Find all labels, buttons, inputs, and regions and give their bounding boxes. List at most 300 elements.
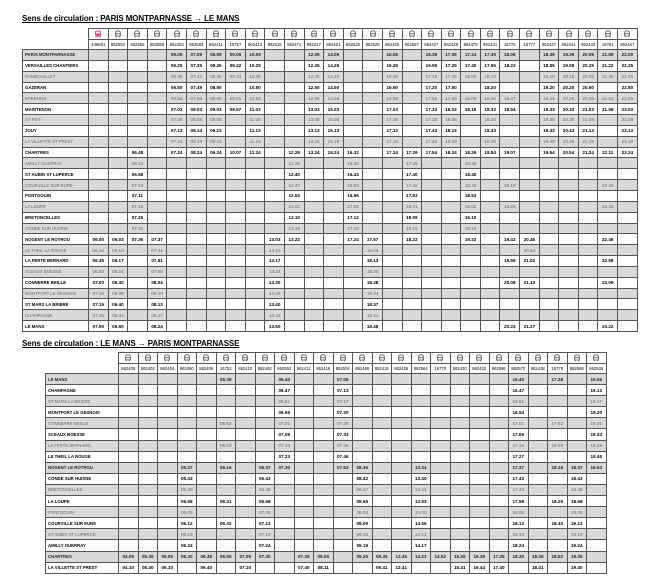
empty-cell: [489, 484, 509, 495]
departure-time: 13.13: [304, 125, 324, 136]
station-name: LA VILLETTE ST PREST: [23, 136, 89, 147]
empty-cell: [197, 473, 217, 484]
empty-cell: [186, 212, 206, 223]
empty-cell: [255, 407, 275, 418]
departure-time: 18.29: [461, 147, 481, 158]
empty-cell: [441, 190, 461, 201]
empty-cell: [206, 169, 226, 180]
empty-cell: [119, 440, 139, 451]
departure-time: 08.19: [186, 136, 206, 147]
empty-cell: [294, 407, 314, 418]
empty-cell: [402, 321, 422, 332]
empty-cell: [480, 299, 500, 310]
empty-cell: [461, 82, 481, 93]
empty-cell: [382, 256, 402, 267]
empty-cell: [461, 136, 481, 147]
empty-cell: [411, 451, 431, 462]
empty-cell: [197, 507, 217, 518]
empty-cell: [275, 484, 295, 495]
departure-time: 18.43: [567, 473, 587, 484]
empty-cell: [520, 310, 540, 321]
departure-time: 21.59: [598, 104, 618, 115]
departure-time: 08.14: [186, 125, 206, 136]
departure-time: 17.35: [402, 158, 422, 169]
empty-cell: [119, 462, 139, 473]
departure-time: 14.17: [411, 540, 431, 551]
departure-time: 06.47: [275, 385, 295, 396]
departure-time: 11.13: [245, 125, 265, 136]
departure-time: 07.33: [333, 429, 353, 440]
station-row: [23, 60, 638, 71]
station-row: [23, 223, 638, 234]
departure-time: 18.13: [363, 256, 383, 267]
departure-time: 17.53: [402, 190, 422, 201]
departure-time: 13.35: [392, 551, 412, 562]
departure-time: 13.36: [265, 288, 285, 299]
empty-cell: [567, 374, 587, 385]
empty-cell: [89, 125, 109, 136]
empty-cell: [392, 540, 412, 551]
empty-cell: [314, 418, 334, 429]
empty-cell: [500, 190, 520, 201]
empty-cell: [470, 429, 490, 440]
departure-time: 22.46: [598, 234, 618, 245]
departure-time: 18.55: [539, 60, 559, 71]
empty-cell: [167, 299, 187, 310]
empty-cell: [108, 50, 128, 61]
train-icon: [567, 353, 587, 364]
empty-cell: [559, 310, 579, 321]
station-name: GAZERAN: [23, 82, 89, 93]
empty-cell: [177, 440, 197, 451]
station-name: PARIS MONTPARNASSE: [23, 50, 89, 61]
empty-cell: [618, 223, 638, 234]
empty-cell: [578, 158, 598, 169]
departure-time: 18.20: [363, 266, 383, 277]
departure-time: 14.50: [324, 82, 344, 93]
departure-time: 16.39: [422, 50, 442, 61]
train-number: 862413: [245, 40, 265, 50]
departure-time: 18.06: [500, 50, 520, 61]
station-name: ST MARS LA BRIERE: [23, 299, 89, 310]
empty-cell: [382, 321, 402, 332]
departure-time: 21.24: [578, 147, 598, 158]
empty-cell: [294, 374, 314, 385]
empty-cell: [618, 256, 638, 267]
empty-cell: [489, 540, 509, 551]
station-name: BRETONCELLES: [23, 212, 89, 223]
empty-cell: [618, 180, 638, 191]
empty-cell: [363, 201, 383, 212]
empty-cell: [304, 266, 324, 277]
station-row: [46, 518, 607, 529]
empty-cell: [245, 245, 265, 256]
departure-time: 18.22: [402, 234, 422, 245]
empty-cell: [343, 93, 363, 104]
empty-cell: [372, 385, 392, 396]
empty-cell: [450, 529, 470, 540]
empty-cell: [236, 484, 256, 495]
empty-cell: [353, 451, 373, 462]
empty-cell: [158, 418, 178, 429]
empty-cell: [314, 540, 334, 551]
empty-cell: [304, 277, 324, 288]
train-number: 862437: [539, 40, 559, 50]
train-number: 862431: [480, 40, 500, 50]
empty-cell: [520, 169, 540, 180]
empty-cell: [206, 201, 226, 212]
empty-cell: [108, 158, 128, 169]
empty-cell: [382, 277, 402, 288]
empty-cell: [197, 429, 217, 440]
empty-cell: [119, 540, 139, 551]
empty-cell: [177, 385, 197, 396]
departure-time: 15.18: [324, 136, 344, 147]
empty-cell: [539, 256, 559, 267]
departure-time: 12.25: [304, 60, 324, 71]
station-name: LE MANS: [46, 374, 119, 385]
empty-cell: [372, 418, 392, 429]
departure-time: 22.33: [598, 201, 618, 212]
departure-time: 18.13: [509, 518, 529, 529]
train-number: 862429: [441, 40, 461, 50]
empty-cell: [618, 201, 638, 212]
empty-cell: [304, 234, 324, 245]
departure-time: 09.09: [353, 518, 373, 529]
empty-cell: [528, 385, 548, 396]
outbound-timetable: [22, 28, 638, 332]
station-name: COURVILLE SUR EURE: [46, 518, 119, 529]
station-name: BRETONCELLES: [46, 484, 119, 495]
empty-cell: [422, 277, 442, 288]
departure-time: 17.24: [461, 50, 481, 61]
empty-cell: [422, 288, 442, 299]
empty-cell: [216, 451, 236, 462]
departure-time: 19.55: [559, 60, 579, 71]
station-row: [23, 277, 638, 288]
departure-time: 19.13: [567, 518, 587, 529]
train-icon: [108, 29, 128, 40]
departure-time: 05.52: [216, 418, 236, 429]
empty-cell: [520, 223, 540, 234]
empty-cell: [431, 496, 451, 507]
empty-cell: [578, 245, 598, 256]
departure-time: 06.51: [275, 396, 295, 407]
empty-cell: [265, 212, 285, 223]
station-name: MAINTENON: [23, 104, 89, 115]
empty-cell: [392, 529, 412, 540]
departure-time: 09.15: [353, 529, 373, 540]
empty-cell: [578, 321, 598, 332]
empty-cell: [158, 396, 178, 407]
empty-cell: [314, 518, 334, 529]
empty-cell: [618, 169, 638, 180]
station-row: [23, 266, 638, 277]
departure-time: 09.06: [226, 50, 246, 61]
departure-time: 13.43: [265, 310, 285, 321]
empty-cell: [431, 396, 451, 407]
empty-cell: [226, 266, 246, 277]
departure-time: 07.18: [167, 136, 187, 147]
empty-cell: [333, 529, 353, 540]
empty-cell: [372, 473, 392, 484]
train-icon: [255, 353, 275, 364]
departure-time: 08.55: [353, 496, 373, 507]
empty-cell: [441, 234, 461, 245]
departure-time: 06.35: [89, 256, 109, 267]
departure-time: 07.53: [333, 462, 353, 473]
train-number: 862447: [618, 40, 638, 50]
empty-cell: [461, 277, 481, 288]
departure-time: 07.11: [128, 190, 148, 201]
departure-time: 07.30: [255, 551, 275, 562]
departure-time: 12.40: [284, 169, 304, 180]
empty-cell: [255, 440, 275, 451]
departure-time: 13.40: [411, 473, 431, 484]
empty-cell: [138, 496, 158, 507]
departure-time: 18.54: [480, 147, 500, 158]
departure-time: 20.54: [520, 245, 540, 256]
train-icon: [422, 29, 442, 40]
empty-cell: [167, 321, 187, 332]
departure-time: 17.40: [461, 60, 481, 71]
empty-cell: [304, 299, 324, 310]
empty-cell: [500, 71, 520, 82]
empty-corner: [46, 364, 119, 374]
departure-time: 06.05: [158, 551, 178, 562]
departure-time: 07.06: [255, 507, 275, 518]
departure-time: 13.34: [411, 462, 431, 473]
empty-cell: [206, 266, 226, 277]
empty-cell: [138, 462, 158, 473]
empty-cell: [304, 288, 324, 299]
empty-cell: [226, 321, 246, 332]
empty-cell: [372, 396, 392, 407]
departure-time: 18.34: [363, 288, 383, 299]
departure-time: 18.13: [441, 125, 461, 136]
departure-time: 16.47: [509, 385, 529, 396]
departure-time: 05.40: [138, 562, 158, 573]
departure-time: 07.19: [255, 529, 275, 540]
departure-time: 08.50: [206, 82, 226, 93]
empty-cell: [265, 82, 285, 93]
departure-time: 07.25: [89, 310, 109, 321]
station-name: LE THEIL LA ROUGE: [23, 245, 89, 256]
departure-time: 19.33: [587, 429, 607, 440]
empty-cell: [275, 529, 295, 540]
empty-cell: [333, 540, 353, 551]
departure-time: 16.50: [382, 82, 402, 93]
empty-cell: [372, 484, 392, 495]
empty-cell: [226, 212, 246, 223]
empty-cell: [363, 125, 383, 136]
empty-cell: [372, 540, 392, 551]
departure-time: 05.43: [177, 473, 197, 484]
empty-cell: [598, 115, 618, 126]
train-number: 862418: [372, 364, 392, 374]
departure-time: 08.08: [186, 115, 206, 126]
empty-cell: [392, 473, 412, 484]
station-row: [46, 440, 607, 451]
empty-cell: [618, 299, 638, 310]
empty-cell: [431, 529, 451, 540]
departure-time: 12.53: [284, 190, 304, 201]
departure-time: 13.30: [265, 277, 285, 288]
empty-cell: [197, 484, 217, 495]
train-number: 16757: [226, 40, 246, 50]
empty-cell: [528, 518, 548, 529]
station-row: [23, 256, 638, 267]
departure-time: 20.08: [500, 277, 520, 288]
empty-cell: [226, 277, 246, 288]
empty-cell: [147, 180, 167, 191]
empty-cell: [275, 551, 295, 562]
departure-time: 08.11: [314, 562, 334, 573]
departure-time: 06.49: [255, 484, 275, 495]
departure-time: 21.18: [578, 136, 598, 147]
departure-time: 07.13: [255, 518, 275, 529]
empty-cell: [128, 321, 148, 332]
departure-time: 18.15: [480, 71, 500, 82]
empty-cell: [489, 462, 509, 473]
departure-time: 17.43: [509, 473, 529, 484]
departure-time: 19.39: [559, 50, 579, 61]
departure-time: 14.09: [324, 50, 344, 61]
empty-cell: [128, 71, 148, 82]
empty-cell: [226, 82, 246, 93]
empty-cell: [226, 234, 246, 245]
departure-time: 09.57: [226, 104, 246, 115]
empty-cell: [598, 299, 618, 310]
empty-cell: [392, 440, 412, 451]
empty-cell: [197, 496, 217, 507]
departure-time: 07.39: [333, 440, 353, 451]
station-name: CHARTRES: [46, 551, 119, 562]
train-icon: [578, 29, 598, 40]
departure-time: 19.20: [539, 82, 559, 93]
empty-cell: [598, 136, 618, 147]
empty-cell: [343, 60, 363, 71]
empty-cell: [431, 462, 451, 473]
empty-cell: [480, 223, 500, 234]
empty-cell: [206, 299, 226, 310]
empty-cell: [461, 266, 481, 277]
station-name: CHARTRES: [23, 147, 89, 158]
empty-cell: [108, 190, 128, 201]
empty-cell: [245, 223, 265, 234]
empty-cell: [216, 473, 236, 484]
departure-time: 13.40: [265, 299, 285, 310]
empty-cell: [119, 507, 139, 518]
departure-time: 18.19: [509, 529, 529, 540]
departure-time: 04.10: [119, 562, 139, 573]
departure-time: 16.56: [343, 190, 363, 201]
empty-cell: [147, 125, 167, 136]
departure-time: 20.48: [559, 136, 579, 147]
empty-cell: [431, 540, 451, 551]
empty-cell: [197, 440, 217, 451]
empty-cell: [567, 407, 587, 418]
empty-cell: [528, 451, 548, 462]
departure-time: 07.50: [89, 321, 109, 332]
empty-cell: [324, 234, 344, 245]
empty-cell: [548, 385, 568, 396]
empty-cell: [284, 115, 304, 126]
departure-time: 17.18: [509, 440, 529, 451]
departure-time: 18.41: [528, 562, 548, 573]
departure-time: 18.41: [363, 310, 383, 321]
empty-cell: [324, 169, 344, 180]
empty-cell: [559, 299, 579, 310]
inbound-direction-title: Sens de circulation : LE MANS → PARIS MONTPARNASSE: [22, 339, 240, 348]
empty-cell: [587, 529, 607, 540]
empty-cell: [587, 473, 607, 484]
empty-cell: [480, 158, 500, 169]
empty-cell: [226, 201, 246, 212]
empty-cell: [422, 212, 442, 223]
empty-cell: [343, 277, 363, 288]
empty-cell: [598, 158, 618, 169]
station-row: [23, 147, 638, 158]
departure-time: 12.09: [304, 50, 324, 61]
empty-cell: [265, 223, 285, 234]
departure-time: 17.18: [382, 136, 402, 147]
empty-cell: [353, 396, 373, 407]
empty-cell: [324, 256, 344, 267]
empty-cell: [363, 147, 383, 158]
departure-time: 06.24: [177, 540, 197, 551]
empty-cell: [294, 418, 314, 429]
empty-cell: [548, 484, 568, 495]
empty-cell: [431, 451, 451, 462]
departure-time: 06.40: [197, 562, 217, 573]
empty-cell: [372, 407, 392, 418]
empty-cell: [265, 71, 285, 82]
empty-cell: [372, 462, 392, 473]
empty-cell: [598, 82, 618, 93]
empty-cell: [578, 256, 598, 267]
empty-cell: [382, 245, 402, 256]
empty-cell: [548, 451, 568, 462]
empty-cell: [206, 212, 226, 223]
empty-cell: [382, 190, 402, 201]
empty-cell: [578, 310, 598, 321]
empty-cell: [431, 418, 451, 429]
empty-cell: [461, 245, 481, 256]
empty-cell: [89, 93, 109, 104]
empty-cell: [422, 245, 442, 256]
empty-cell: [520, 71, 540, 82]
station-row: [23, 158, 638, 169]
departure-time: 17.48: [422, 136, 442, 147]
departure-time: 19.06: [567, 507, 587, 518]
empty-cell: [528, 529, 548, 540]
station-row: [23, 71, 638, 82]
empty-cell: [89, 60, 109, 71]
station-row: [23, 169, 638, 180]
departure-time: 06.05: [177, 507, 197, 518]
train-icon: [363, 29, 383, 40]
departure-time: 08.10: [147, 288, 167, 299]
departure-time: 12.50: [304, 82, 324, 93]
departure-time: 09.19: [353, 540, 373, 551]
empty-cell: [618, 277, 638, 288]
empty-cell: [500, 245, 520, 256]
empty-cell: [236, 418, 256, 429]
empty-cell: [559, 201, 579, 212]
empty-cell: [480, 201, 500, 212]
departure-time: 19.17: [587, 396, 607, 407]
